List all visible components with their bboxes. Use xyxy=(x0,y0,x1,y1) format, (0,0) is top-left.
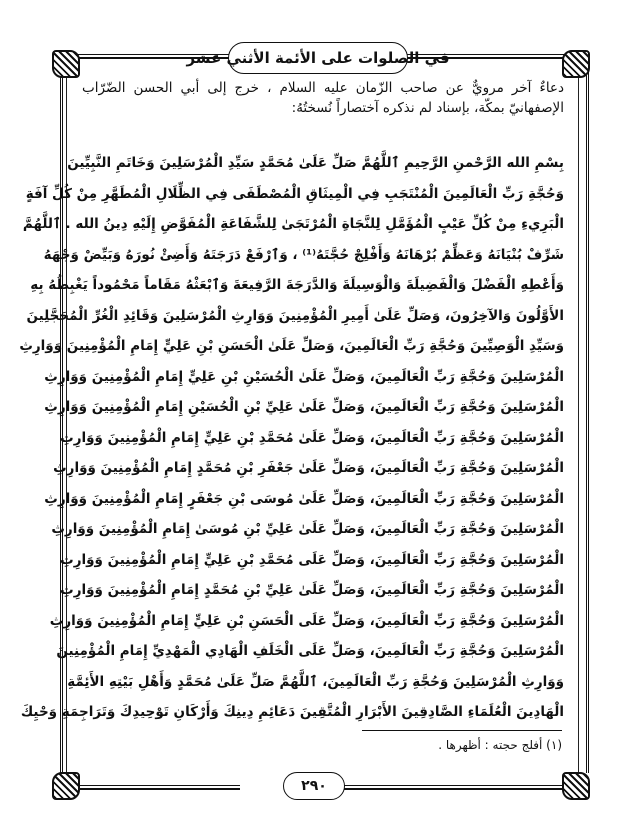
text-line: وَأَعْطِهِ الْفَضْلَ وَالْفَضِيلَةَ وَالْوَسِيلَةَ وَالدَّرَجَةَ الرَّفِيعَةَ وَٱبْعَثْهُ مَقَاماً مَحْمُوداً يَغْبِطُهُ بِهِ xyxy=(30,277,564,293)
text-line: بِسْمِ الله الرَّحْمنِ الرَّحِيمِ ٱللَّهُمَّ صَلِّ عَلَىٰ مُحَمَّدٍ سَيِّدِ الْمُرْسَلِينَ وَخَاتَمِ النَّبِيِّينَ xyxy=(67,155,564,171)
text-line: الأَوَّلُونَ وَالآخِرُونَ، وَصَلِّ عَلَىٰ أَمِيرِ الْمُؤْمِنِينَ وَوَارِثِ الْمُرْسَلِينَ وَقَائِدِ الْغُرِّ الْمُحَجَّلِينَ xyxy=(26,307,564,324)
intro-paragraph xyxy=(82,78,564,118)
footnote-separator xyxy=(362,730,562,731)
text-line: الْمُرْسَلِينَ وَحُجَّةِ رَبِّ الْعَالَمِينَ، وَصَلِّ عَلَىٰ الْحُسَيْنِ بْنِ عَلِيٍّ إِمَامِ الْمُؤْمِنِينَ وَوَارِثِ xyxy=(44,368,564,385)
corner-ornament-icon xyxy=(562,772,590,800)
text-line: الْمُرْسَلِينَ وَحُجَّةِ رَبِّ الْعَالَمِينَ، وَصَلِّ عَلَى مُحَمَّدِ بْنِ عَلِيٍّ إِمَامِ الْمُؤْمِنِينَ وَوَارِثِ xyxy=(60,551,564,568)
chapter-title: في الصلوات على الأئمة الأثني عشر xyxy=(186,49,450,67)
text-line: الْمُرْسَلِينَ وَحُجَّةِ رَبِّ الْعَالَمِينَ، وَصَلِّ عَلَى الْخَلَفِ الْهَادِي الْمَهْدِيِّ إِمَامِ الْمُؤْمِنِينَ xyxy=(56,643,564,659)
text-line: وَحُجَّةِ رَبِّ الْعَالَمِينَ الْمُنْتَجَبِ فِي الْمِيثَاقِ الْمُصْطَفَى فِي الظِّلَالِ الْمُطَهَّرِ مِنْ كُلِّ آفَةٍ xyxy=(25,185,564,202)
text-line: وَسَيِّدِ الْوَصِيِّينَ وَحُجَّةِ رَبِّ الْعَالَمِينَ، وَصَلِّ عَلَىٰ الْحَسَنِ بْنِ عَلِيٍّ إِمَامِ الْمُؤْمِنِينَ وَوَارِثِ xyxy=(19,338,564,354)
text-line: الْمُرْسَلِينَ وَحُجَّةِ رَبِّ الْعَالَمِينَ، وَصَلِّ عَلَىٰ مُوسَى بْنِ جَعْفَرٍ إِمَامِ الْمُؤْمِنِينَ وَوَارِثِ xyxy=(44,490,564,507)
intro-line: الإصفهانيّ بمكّة، بإسناد لم نذكره آختصاراً نُسختُهُ: xyxy=(291,100,564,116)
chapter-title-box xyxy=(186,42,450,74)
footnote: (١) أفلج حجته : أظهرها . xyxy=(438,738,562,752)
text-line: الْهَادِينَ الْعُلَمَاءِ الصَّادِقِينَ الأَبْرَارِ الْمُتَّقِينَ دَعَائِمِ دِينِكَ وَأَرْكَانِ تَوْحِيدِكَ وَتَرَاجِمَةِ وَحْيِكَ xyxy=(20,704,564,720)
page-number-box xyxy=(283,772,345,800)
text-line: شَرِّفْ بُنْيَانَهُ وَعَظِّمْ بُرْهَانَهُ وَأَفْلِجْ حُجَّتَهُ⁽¹⁾ ، وَٱرْفَعْ دَرَجَتَهُ وَأَضِئْ نُورَهُ وَبَيِّضْ وَجْهَهُ xyxy=(43,246,564,263)
text-line: الْمُرْسَلِينَ وَحُجَّةِ رَبِّ الْعَالَمِينَ، وَصَلِّ عَلَىٰ عَلِيِّ بْنِ مُوسَىٰ إِمَامِ الْمُؤْمِنِينَ وَوَارِثِ xyxy=(51,521,564,537)
text-line: الْمُرْسَلِينَ وَحُجَّةِ رَبِّ الْعَالَمِينَ، وَصَلِّ عَلَىٰ جَعْفَرِ بْنِ مُحَمَّدٍ إِمَامِ الْمُؤْمِنِينَ وَوَارِثِ xyxy=(53,460,564,476)
text-line: الْمُرْسَلِينَ وَحُجَّةِ رَبِّ الْعَالَمِينَ، وَصَلِّ عَلَىٰ عَلِيِّ بْنِ الْحُسَيْنِ إِمَامِ الْمُؤْمِنِينَ وَوَارِثِ xyxy=(44,399,564,415)
text-line: الْمُرْسَلِينَ وَحُجَّةِ رَبِّ الْعَالَمِينَ، وَصَلِّ عَلَىٰ مُحَمَّدِ بْنِ عَلِيٍّ إِمَامِ الْمُؤْمِنِينَ وَوَارِثِ xyxy=(60,429,564,446)
intro-line: دعاءٌ آخر مرويٌّ عن صاحب الزّمان عليه السلام ، خرج إلى أبي الحسن الضّرّاب xyxy=(82,80,564,96)
corner-ornament-icon xyxy=(52,772,80,800)
text-line: وَوَارِثِ الْمُرْسَلِينَ وَحُجَّةِ رَبِّ الْعَالَمِينَ، ٱللَّهُمَّ صَلِّ عَلَىٰ مُحَمَّدٍ وَأَهْلِ بَيْتِهِ الأَئِمَّةِ xyxy=(67,673,564,690)
corner-ornament-icon xyxy=(562,50,590,78)
page-number: ٢٩٠ xyxy=(301,778,327,794)
prayer-text xyxy=(19,148,564,728)
text-line: الْمُرْسَلِينَ وَحُجَّةِ رَبِّ الْعَالَمِينَ، وَصَلِّ عَلَى الْحَسَنِ بْنِ عَلِيٍّ إِمَامِ الْمُؤْمِنِينَ وَوَارِثِ xyxy=(49,612,564,629)
corner-ornament-icon xyxy=(52,50,80,78)
text-line: الْمُرْسَلِينَ وَحُجَّةِ رَبِّ الْعَالَمِينَ، وَصَلِّ عَلَىٰ عَلِيِّ بْنِ مُحَمَّدٍ إِمَامِ الْمُؤْمِنِينَ وَوَارِثِ xyxy=(60,582,564,598)
text-line: الْبَرِيءِ مِنْ كُلِّ عَيْبٍ الْمُؤَمَّلِ لِلنَّجَاةِ الْمُرْتَجَىٰ لِلشَّفَاعَةِ الْمُفَوَّضِ إِلَيْهِ دِينُ الله . ٱللَّهُمَّ xyxy=(22,216,564,232)
footer-rule-left xyxy=(70,785,240,790)
